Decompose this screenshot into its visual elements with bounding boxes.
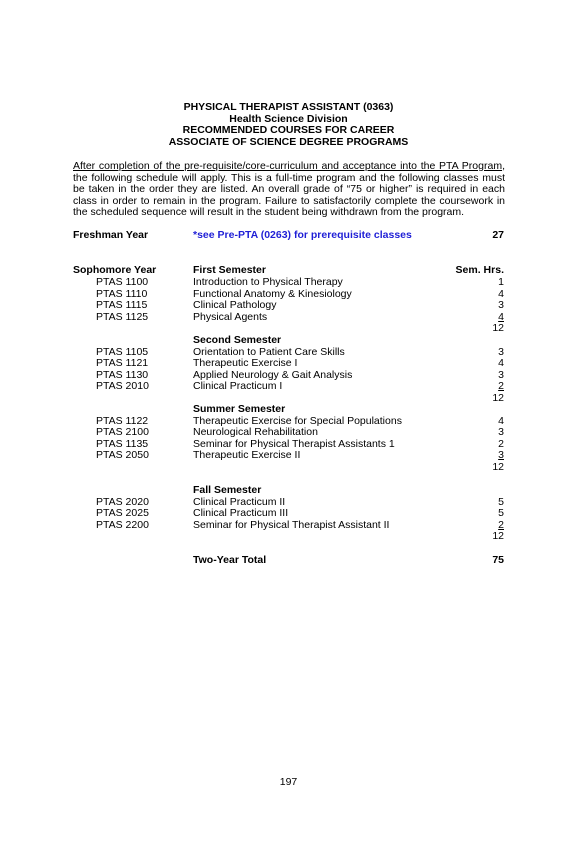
course-code: PTAS 2010: [96, 380, 149, 392]
course-title: Applied Neurology & Gait Analysis: [193, 369, 353, 381]
semester-total: 12: [492, 461, 504, 473]
course-title: Seminar for Physical Therapist Assistant II: [193, 519, 390, 531]
course-code: PTAS 1105: [96, 346, 149, 358]
intro-text: , the following schedule will apply. This is a full-time program and the following classes must be taken in the order they are listed. An overall grade of “75 or higher” is required in each class in order to remain in the program. Failure to satisfactorily complete the coursework in the scheduled sequence will result in the student being withdrawn from the program.: [73, 160, 505, 219]
section-title: RECOMMENDED COURSES FOR CAREER: [182, 124, 395, 137]
two-year-total-label: Two-Year Total: [193, 554, 267, 566]
document-header: [0, 102, 577, 148]
course-code: PTAS 2025: [96, 507, 149, 519]
freshman-hours: 27: [492, 229, 504, 241]
course-title: Clinical Practicum III: [193, 507, 289, 519]
course-title: Clinical Pathology: [193, 299, 277, 311]
course-code: PTAS 1100: [96, 276, 149, 288]
course-title: Introduction to Physical Therapy: [193, 276, 343, 288]
sophomore-year-label: Sophomore Year: [73, 264, 157, 276]
course-title: Neurological Rehabilitation: [193, 426, 318, 438]
course-hours: 4: [498, 311, 504, 323]
course-hours: 3: [498, 426, 504, 438]
semester-title: Second Semester: [193, 334, 282, 346]
course-code: PTAS 1122: [96, 415, 149, 427]
course-title: Physical Agents: [193, 311, 268, 323]
course-code: PTAS 2050: [96, 449, 149, 461]
course-title: Clinical Practicum II: [193, 496, 286, 508]
course-hours: 3: [498, 449, 504, 461]
semester-title: Fall Semester: [193, 484, 262, 496]
semester-total: 12: [492, 392, 504, 404]
semester-title: Summer Semester: [193, 403, 286, 415]
semester-total: 12: [492, 530, 504, 542]
course-code: PTAS 2020: [96, 496, 149, 508]
semester-title: First Semester: [193, 264, 266, 276]
course-code: PTAS 2200: [96, 519, 149, 531]
course-code: PTAS 1115: [96, 299, 148, 311]
course-hours: 1: [498, 276, 504, 288]
sem-hrs-header: Sem. Hrs.: [455, 264, 504, 276]
intro-paragraph: [73, 161, 505, 219]
course-hours: 4: [498, 288, 504, 300]
course-title: Functional Anatomy & Kinesiology: [193, 288, 352, 300]
course-code: PTAS 1135: [96, 438, 149, 450]
course-hours: 3: [498, 369, 504, 381]
division-name: Health Science Division: [229, 112, 348, 125]
course-code: PTAS 1121: [96, 357, 149, 369]
course-hours: 2: [498, 519, 504, 531]
course-hours: 5: [498, 507, 504, 519]
course-code: PTAS 2100: [96, 426, 149, 438]
course-hours: 3: [498, 346, 504, 358]
intro-underlined-text: After completion of the pre-requisite/core-curriculum and acceptance into the PTA Program: [73, 160, 503, 172]
course-hours: 2: [498, 380, 504, 392]
course-hours: 4: [498, 357, 504, 369]
two-year-total-hours: 75: [492, 554, 504, 566]
freshman-year-label: Freshman Year: [73, 229, 149, 241]
program-title: PHYSICAL THERAPIST ASSISTANT (0363): [183, 101, 394, 113]
course-title: Orientation to Patient Care Skills: [193, 346, 345, 358]
course-title: Therapeutic Exercise II: [193, 449, 301, 461]
course-code: PTAS 1110: [96, 288, 148, 300]
course-title: Clinical Practicum I: [193, 380, 283, 392]
course-hours: 2: [498, 438, 504, 450]
course-hours: 5: [498, 496, 504, 508]
degree-title: ASSOCIATE OF SCIENCE DEGREE PROGRAMS: [168, 135, 409, 148]
course-code: PTAS 1125: [96, 311, 149, 323]
freshman-prereq-note: *see Pre-PTA (0263) for prerequisite classes: [193, 229, 412, 241]
page-number: 197: [279, 776, 298, 788]
course-title: Therapeutic Exercise I: [193, 357, 298, 369]
semester-total: 12: [492, 322, 504, 334]
course-title: Seminar for Physical Therapist Assistants 1: [193, 438, 395, 450]
course-code: PTAS 1130: [96, 369, 149, 381]
course-hours: 4: [498, 415, 504, 427]
course-hours: 3: [498, 299, 504, 311]
course-title: Therapeutic Exercise for Special Populations: [193, 415, 402, 427]
